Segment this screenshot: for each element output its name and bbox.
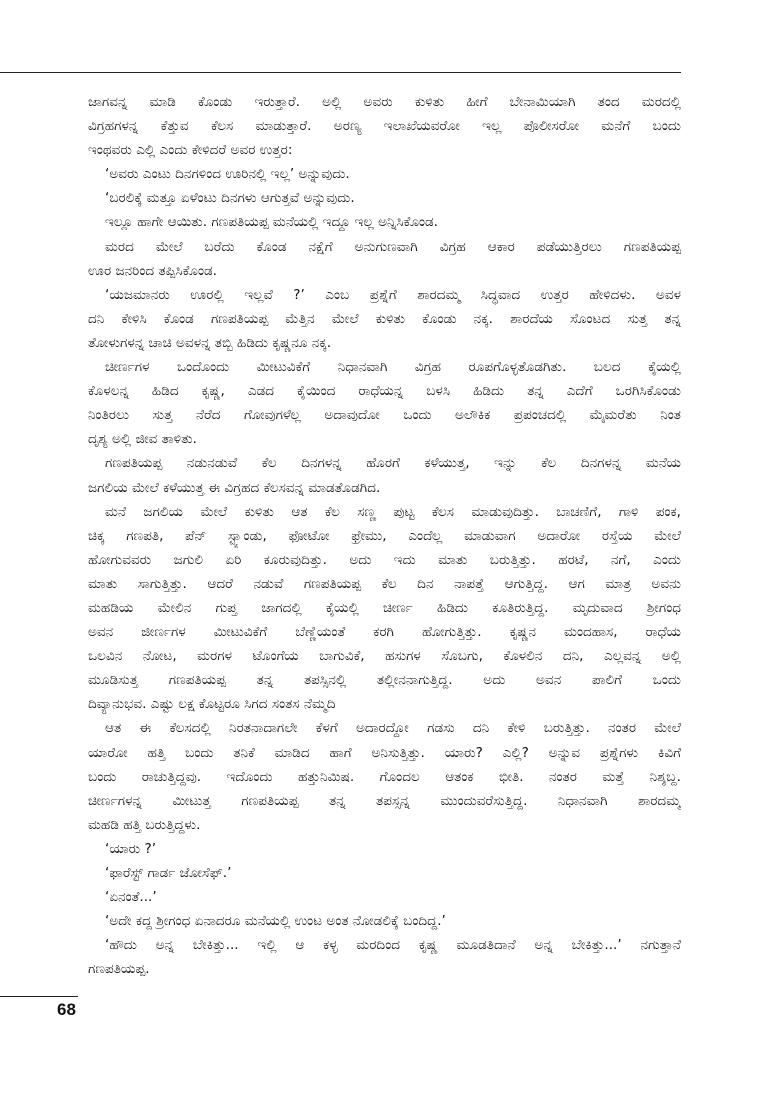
text-line: ಇಲ್ಲೂ ಹಾಗೇ ಆಯಿತು. ಗಣಪತಿಯಪ್ಪ ಮನೆಯಲ್ಲಿ ಇದ್ದೂ ಇಲ್ಲ ಅನ್ನಿಸಿಕೊಂಡ. <box>105 214 438 231</box>
text-line: ‘ಏನಂತೆ...’ <box>105 889 157 906</box>
text-line: ತೋಳುಗಳನ್ನ ಚಾಚಿ ಅವಳನ್ನ ತಬ್ಬಿ ಹಿಡಿದು ಕೃಷ್ಣನೂ ನಕ್ಕ. <box>88 334 332 351</box>
text-line: ಊರ ಜನರಿಂದ ತಪ್ಪಿಸಿಕೊಂಡ. <box>88 262 217 279</box>
text-line: ಜಗಲಿಯ ಮೇಲೆ ಕಳೆಯುತ್ತ ಈ ವಿಗ್ರಹದ ಕೆಲಸವನ್ನ ಮಾಡತೊಡಗಿದ. <box>88 479 381 496</box>
text-line: ‘ಅವರು ಎಂಟು ದಿನಗಳಿಂದ ಊರಿನಲ್ಲಿ ಇಲ್ಲ’ ಅನ್ನುವುದು. <box>105 166 350 183</box>
text-line: ಮರದ ಮೇಲೆ ಬರೆದು ಕೊಂಡ ನಕ್ಷೆಗೆ ಅನುಗುಣವಾಗಿ ವಿಗ್ರಹ ಆಕಾರ ಪಡೆಯುತ್ತಿರಲು ಗಣಪತಿಯಪ್ಪ <box>105 238 681 255</box>
text-line: ಬಂದು ರಾಚುತ್ತಿದ್ದವು. ಇದೊಂದು ಹತ್ತುನಿಮಿಷ. ಗೊಂದಲ ಆತಂಕ ಭೀತಿ. ನಂತರ ಮತ್ತೆ ನಿಶ್ಶಬ್ದ. <box>88 768 681 785</box>
text-line: ದಿವ್ಯಾನುಭವ. ಎಷ್ಟು ಲಕ್ಷ ಕೊಟ್ಟರೂ ಸಿಗದ ಸಂತಸ ನೆಮ್ಮದಿ <box>88 696 336 713</box>
text-line: ಮನೆ ಜಗಲಿಯ ಮೇಲೆ ಕುಳಿತು ಆತ ಕೆಲ ಸಣ್ಣ ಪುಟ್ಟ ಕೆಲಸ ಮಾಡುವುದಿತ್ತು. ಬಾಚಣಿಗೆ, ಗಾಳಿ ಪಂಕ, <box>105 503 681 520</box>
text-line: ಕೊಳಲನ್ನ ಹಿಡಿದ ಕೃಷ್ಣ, ಎಡದ ಕೈಯಿಂದ ರಾಧೆಯನ್ನ ಬಳಸಿ ಹಿಡಿದು ತನ್ನ ಎದೆಗೆ ಒರಗಿಸಿಕೊಂಡು <box>88 383 681 400</box>
text-line: ಅವನ ಜೀರ್ಣಗಳ ಮೀಟುವಿಕೆಗೆ ಬೆಣ್ಣೆಯಂತೆ ಕರಗಿ ಹೋಗುತ್ತಿತ್ತು. ಕೃಷ್ಣನ ಮಂದಹಾಸ, ರಾಧೆಯ <box>88 624 681 641</box>
text-line: ಮೂಡಿಸುತ್ತ ಗಣಪತಿಯಪ್ಪ ತನ್ನ ತಪಸ್ಸಿನಲ್ಲಿ ತಲ್ಲೀನನಾಗುತ್ತಿದ್ದ. ಅದು ಅವನ ಪಾಲಿಗೆ ಒಂದು <box>88 672 681 689</box>
text-line: ಗಣಪತಿಯಪ್ಪ ನಡುನಡುವೆ ಕೆಲ ದಿನಗಳನ್ನ ಹೊರಗೆ ಕಳೆಯುತ್ತ, ಇನ್ನು ಕೆಲ ದಿನಗಳನ್ನ ಮನೆಯ <box>105 455 681 472</box>
text-line: ‘ಬರಲಿಕ್ಕೆ ಮತ್ತೂ ಏಳೆಂಟು ದಿನಗಳು ಆಗುತ್ತವೆ ಅನ್ನುವುದು. <box>105 190 355 207</box>
body-text <box>88 90 681 981</box>
text-line: ವಿಗ್ರಹಗಳನ್ನ ಕೆತ್ತುವ ಕೆಲಸ ಮಾಡುತ್ತಾರೆ. ಅರಣ್ಯ ಇಲಾಖೆಯವರೋ ಇಲ್ಲ ಪೊಲೀಸರೋ ಮನೆಗೆ ಬಂದು <box>88 118 681 135</box>
text-line: ‘ಅದೇ ಕದ್ದ ಶ್ರೀಗಂಧ ಏನಾದರೂ ಮನೆಯಲ್ಲಿ ಉಂಟ ಅಂತ ನೋಡಲಿಕ್ಕೆ ಬಂದಿದ್ದ.’ <box>105 913 446 930</box>
page-number: 68 <box>57 1000 76 1019</box>
text-line: ‘ಹೌದು ಅನ್ನ ಬೇಕಿತ್ತು... ಇಲ್ಲಿ ಆ ಕಳ್ಳ ಮರದಿಂದ ಕೃಷ್ಣ ಮೂಡತಿದಾನೆ ಅನ್ನ ಬೇಕಿತ್ತು...’ ನಗುತ್ತಾನೆ <box>105 937 681 954</box>
text-line: ಚೀರ್ಣಗಳ ಒಂದೊಂದು ಮೀಟುವಿಕೆಗೆ ನಿಧಾನವಾಗಿ ವಿಗ್ರಹ ರೂಪಗೊಳ್ಳತೊಡಗಿತು. ಬಲದ ಕೈಯಲ್ಲಿ <box>105 359 681 376</box>
text-line: ಒಲವಿನ ನೋಟ, ಮರಗಳ ಟೊಂಗೆಯ ಬಾಗುವಿಕೆ, ಹಸುಗಳ ಸೊಬಗು, ಕೊಳಲಿನ ದನಿ, ಎಲ್ಲವನ್ನ ಅಲ್ಲಿ <box>88 648 681 665</box>
text-line: ‘ಯಾರು ?’ <box>105 840 157 857</box>
text-line: ಹೋಗುವವರು ಜಗುಲಿ ಏರಿ ಕೂರುವುದಿತ್ತು. ಅದು ಇದು ಮಾತು ಬರುತ್ತಿತ್ತು. ಹರಟೆ, ನಗೆ, ಎಂದು <box>88 551 681 568</box>
text-line: ಮಹಡಿಯ ಮೇಲಿನ ಗುಪ್ತ ಜಾಗದಲ್ಲಿ ಕೈಯಲ್ಲಿ ಚೀರ್ಣ ಹಿಡಿದು ಕೂತಿರುತ್ತಿದ್ದ. ಮೃದುವಾದ ಶ್ರೀಗಂಧ <box>88 599 681 616</box>
text-line: ಚೀರ್ಣಗಳನ್ನ ಮೀಟುತ್ತ ಗಣಪತಿಯಪ್ಪ ತನ್ನ ತಪಸ್ಸನ್ನ ಮುಂದುವರೆಸುತ್ತಿದ್ದ. ನಿಧಾನವಾಗಿ ಶಾರದಮ್ಮ <box>88 792 681 809</box>
text-line: ಇಂಥವರು ಎಲ್ಲಿ ಎಂದು ಕೇಳಿದರೆ ಅವರ ಉತ್ತರ: <box>88 142 293 159</box>
text-line: ದೃಶ್ಯ ಅಲ್ಲಿ ಜೀವ ತಾಳಿತು. <box>88 431 197 448</box>
text-line: ಗಣಪತಿಯಪ್ಪ. <box>88 961 150 978</box>
text-line: ಚಿಕ್ಕ ಗಣಪತಿ, ಪೆನ್ ಸ್ಟ್ಯಾಂಡು, ಫೋಟೋ ಫ್ರೇಮು, ಎಂದೆಲ್ಲ ಮಾಡುವಾಗ ಅದಾರೋ ರಸ್ತೆಯ ಮೇಲೆ <box>88 527 681 544</box>
text-line: ನಿಂತಿರಲು ಸುತ್ತ ನೆರೆದ ಗೋವುಗಳೆಲ್ಲ ಅದಾವುದೋ ಒಂದು ಅಲೌಕಿಕ ಪ್ರಪಂಚದಲ್ಲಿ ಮೈಮರೆತು ನಿಂತ <box>88 407 681 424</box>
footer-rule <box>0 996 78 997</box>
text-line: ಆತ ಈ ಕೆಲಸದಲ್ಲಿ ನಿರತನಾದಾಗಲೇ ಕೆಳಗೆ ಅದಾರದ್ದೋ ಗಡಸು ದನಿ ಕೇಳಿ ಬರುತ್ತಿತ್ತು. ನಂತರ ಮೇಲೆ <box>105 720 681 737</box>
text-line: ಜಾಗವನ್ನ ಮಾಡಿ ಕೊಂಡು ಇರುತ್ತಾರೆ. ಅಲ್ಲಿ ಅವರು ಕುಳಿತು ಹೀಗೆ ಬೇನಾಮಿಯಾಗಿ ತಂದ ಮರದಲ್ಲಿ <box>88 94 681 110</box>
text-line: ‘ಫಾರೆಸ್ಟ್ ಗಾರ್ಡ ಜೋಸೆಫ್.’ <box>105 865 232 881</box>
text-line: ಮಾತು ಸಾಗುತ್ತಿತ್ತು. ಆದರೆ ನಡುವೆ ಗಣಪತಿಯಪ್ಪ ಕೆಲ ದಿನ ನಾಪತ್ತೆ ಆಗುತ್ತಿದ್ದ. ಆಗ ಮಾತ್ರ ಅವನು <box>88 575 681 592</box>
text-line: ‘ಯಜಮಾನರು ಊರಲ್ಲಿ ಇಲ್ಲವೆ ?’ ಎಂಬ ಪ್ರಶ್ನೆಗೆ ಶಾರದಮ್ಮ ಸಿದ್ಧವಾದ ಉತ್ತರ ಹೇಳಿದಳು. ಅವಳ <box>105 286 681 303</box>
text-line: ಮಹಡಿ ಹತ್ತಿ ಬರುತ್ತಿದ್ದಳು. <box>88 816 201 833</box>
text-line: ಯಾರೋ ಹತ್ತಿ ಬಂದು ತನಿಕೆ ಮಾಡಿದ ಹಾಗೆ ಅನಿಸುತ್ತಿತ್ತು. ಯಾರು? ಎಲ್ಲಿ? ಅನ್ನುವ ಪ್ರಶ್ನೆಗಳು ಕಿವಿಗೆ <box>88 744 681 761</box>
text-line: ದನಿ ಕೇಳಿಸಿ ಕೊಂಡ ಗಣಪತಿಯಪ್ಪ ಮೆತ್ತಿನ ಮೇಲೆ ಕುಳಿತು ಕೊಂಡು ನಕ್ಕ. ಶಾರದೆಯ ಸೊಂಟದ ಸುತ್ತ ತನ್ನ <box>88 310 681 327</box>
top-rule <box>0 72 681 73</box>
